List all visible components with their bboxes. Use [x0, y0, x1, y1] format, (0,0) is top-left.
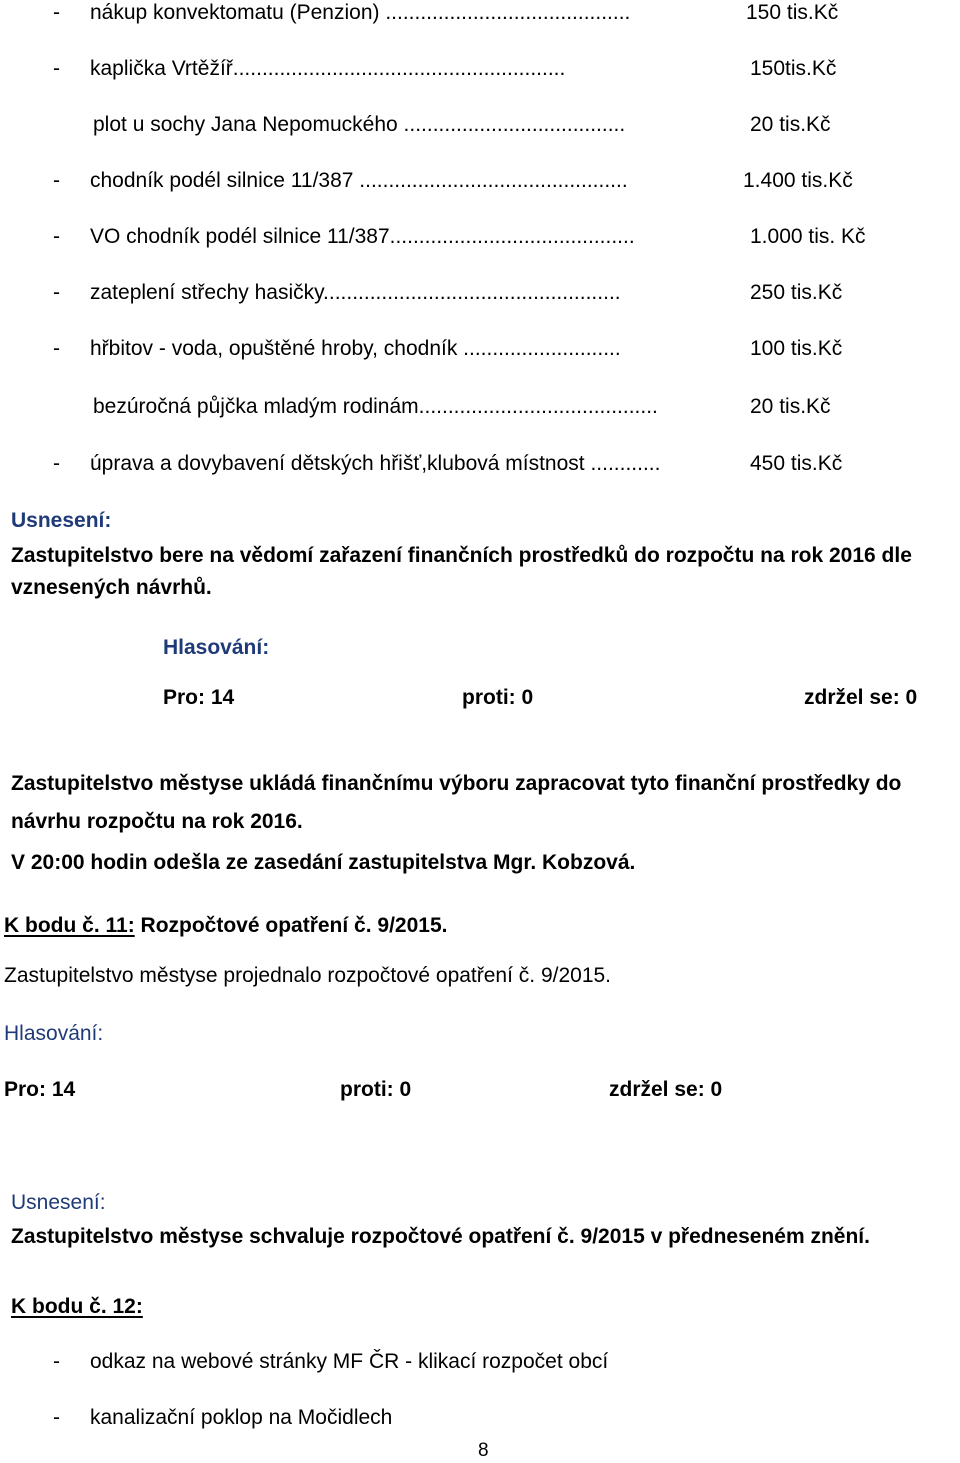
budget-item-text: chodník podél silnice 11/387 .............................................. — [90, 169, 628, 192]
budget-item-amount: 20 tis.Kč — [750, 113, 831, 136]
budget-item-amount: 100 tis.Kč — [750, 337, 843, 360]
point-11-text: Zastupitelstvo městyse projednalo rozpočtové opatření č. 9/2015. — [4, 964, 612, 987]
point-11-heading — [4, 913, 447, 938]
page-number: 8 — [478, 1440, 489, 1461]
resolution-text: Zastupitelstvo bere na vědomí zařazení finančních prostředků do rozpočtu na rok 2016 dle vznesených návrhů. — [11, 544, 912, 599]
budget-item-text: zateplení střechy hasičky................................................... — [90, 281, 621, 304]
bullet: - — [53, 337, 60, 360]
departure-text: V 20:00 hodin odešla ze zasedání zastupitelstva Mgr. Kobzová. — [11, 851, 636, 874]
vote-pro: Pro: 14 — [4, 1078, 76, 1101]
bullet: - — [53, 57, 60, 80]
budget-item-text: VO chodník podél silnice 11/387.......................................... — [90, 225, 635, 248]
bullet: - — [53, 281, 60, 304]
vote-label: Hlasování: — [163, 636, 270, 659]
bullet: - — [53, 169, 60, 192]
budget-item-amount: 250 tis.Kč — [750, 281, 843, 304]
budget-item-amount: 450 tis.Kč — [750, 452, 843, 475]
budget-item-text: úprava a dovybavení dětských hřišť,klubová místnost ............ — [90, 452, 661, 475]
vote-zdrzel: zdržel se: 0 — [804, 686, 918, 709]
budget-item-amount: 20 tis.Kč — [750, 395, 831, 418]
resolution-label: Usnesení: — [11, 509, 112, 532]
bullet: - — [53, 452, 60, 475]
resolution-label: Usnesení: — [11, 1191, 106, 1214]
bullet: - — [53, 1406, 60, 1429]
budget-item-text: kaplička Vrtěžíř......................................................... — [90, 57, 566, 80]
budget-item-amount: 1.400 tis.Kč — [743, 169, 853, 192]
vote-pro: Pro: 14 — [163, 686, 235, 709]
list-item-text: kanalizační poklop na Močidlech — [90, 1406, 393, 1429]
vote-proti: proti: 0 — [462, 686, 534, 709]
budget-item-amount: 150tis.Kč — [750, 57, 837, 80]
list-item-text: odkaz na webové stránky MF ČR - klikací rozpočet obcí — [90, 1350, 609, 1373]
vote-proti: proti: 0 — [340, 1078, 412, 1101]
point-12-heading: K bodu č. 12: — [11, 1295, 143, 1318]
budget-item-amount: 150 tis.Kč — [746, 1, 839, 24]
budget-item-text: nákup konvektomatu (Penzion) .......................................... — [90, 1, 631, 24]
budget-item-text: hřbitov - voda, opuštěné hroby, chodník ........................... — [90, 337, 621, 360]
point-11-title: Rozpočtové opatření č. 9/2015. — [134, 914, 448, 937]
bullet: - — [53, 225, 60, 248]
bullet: - — [53, 1, 60, 24]
vote-zdrzel: zdržel se: 0 — [609, 1078, 723, 1101]
budget-item-text: bezúročná půjčka mladým rodinám......................................... — [93, 395, 658, 418]
vote-label: Hlasování: — [4, 1022, 104, 1045]
budget-item-text: plot u sochy Jana Nepomuckého ...................................... — [93, 113, 626, 136]
resolution-text: Zastupitelstvo městyse schvaluje rozpočtové opatření č. 9/2015 v předneseném znění. — [11, 1225, 870, 1248]
task-text: Zastupitelstvo městyse ukládá finančnímu výboru zapracovat tyto finanční prostředky do návrhu rozpočtu na rok 2016. — [11, 772, 902, 833]
point-11-prefix: K bodu č. 11: — [4, 914, 135, 937]
budget-item-amount: 1.000 tis. Kč — [750, 225, 866, 248]
bullet: - — [53, 1350, 60, 1373]
